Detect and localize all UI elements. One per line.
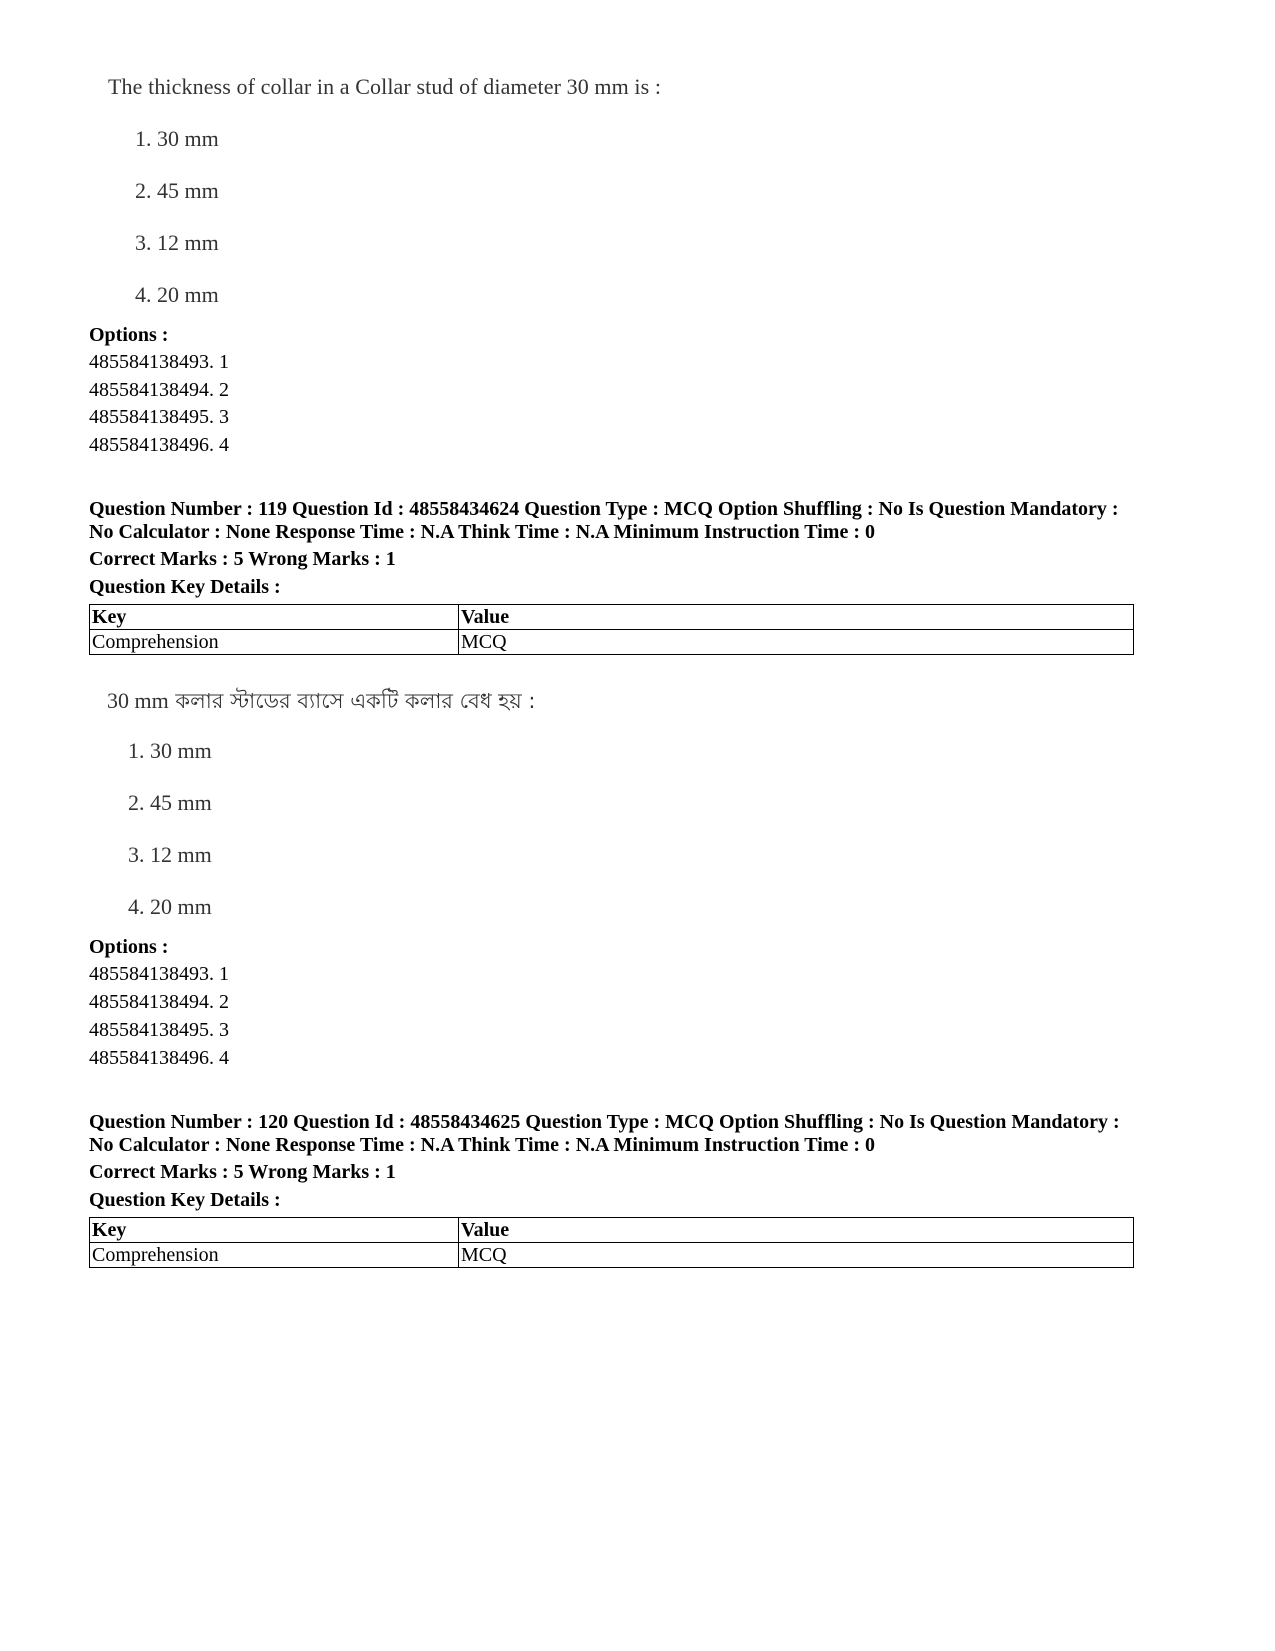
choice-item: 3. 12 mm	[135, 230, 219, 255]
option-item: 485584138493. 1	[89, 963, 229, 985]
option-item: 485584138496. 4	[89, 434, 229, 456]
choice-item: 1. 30 mm	[135, 126, 219, 151]
question-meta-line: No Calculator : None Response Time : N.A Think Time : N.A Minimum Instruction Time : 0	[89, 521, 875, 543]
stem-number: 30 mm	[107, 688, 169, 713]
table-header-row	[90, 1218, 1134, 1243]
question-stem-bengali	[107, 685, 535, 720]
choice-item: 2. 45 mm	[135, 178, 219, 203]
choice-item: 1. 30 mm	[128, 738, 212, 763]
table-header-key: Key	[90, 605, 459, 630]
question-stem-english: The thickness of collar in a Collar stud of diameter 30 mm is :	[108, 74, 662, 99]
choice-item: 4. 20 mm	[135, 282, 219, 307]
option-item: 485584138493. 1	[89, 351, 229, 373]
choice-item: 2. 45 mm	[128, 790, 212, 815]
table-header-value: Value	[459, 1218, 1134, 1243]
question-meta-line: No Calculator : None Response Time : N.A Think Time : N.A Minimum Instruction Time : 0	[89, 1134, 875, 1156]
question-marks: Correct Marks : 5 Wrong Marks : 1	[89, 1161, 396, 1183]
question-marks: Correct Marks : 5 Wrong Marks : 1	[89, 548, 396, 570]
question-meta-line: Question Number : 119 Question Id : 48558434624 Question Type : MCQ Option Shuffling : No Is Question Mandatory :	[89, 498, 1119, 520]
question-meta-line: Question Number : 120 Question Id : 48558434625 Question Type : MCQ Option Shuffling : No Is Question Mandatory :	[89, 1111, 1120, 1133]
key-details-table	[89, 604, 1134, 655]
key-details-table	[89, 1217, 1134, 1268]
table-row	[90, 1243, 1134, 1268]
table-cell-key: Comprehension	[90, 1243, 459, 1268]
key-details-label: Question Key Details :	[89, 1189, 281, 1211]
option-item: 485584138495. 3	[89, 1019, 229, 1041]
table-row	[90, 630, 1134, 655]
table-cell-key: Comprehension	[90, 630, 459, 655]
option-item: 485584138494. 2	[89, 991, 229, 1013]
option-item: 485584138496. 4	[89, 1047, 229, 1069]
option-item: 485584138494. 2	[89, 379, 229, 401]
options-label: Options :	[89, 936, 169, 958]
table-header-value: Value	[459, 605, 1134, 630]
table-header-row	[90, 605, 1134, 630]
table-header-key: Key	[90, 1218, 459, 1243]
table-cell-value: MCQ	[459, 1243, 1134, 1268]
stem-text: কলার স্টাডের ব্যাসে একটি কলার বেধ হয় :	[175, 689, 536, 713]
table-cell-value: MCQ	[459, 630, 1134, 655]
choice-item: 4. 20 mm	[128, 894, 212, 919]
options-label: Options :	[89, 324, 169, 346]
key-details-label: Question Key Details :	[89, 576, 281, 598]
option-item: 485584138495. 3	[89, 406, 229, 428]
choice-item: 3. 12 mm	[128, 842, 212, 867]
